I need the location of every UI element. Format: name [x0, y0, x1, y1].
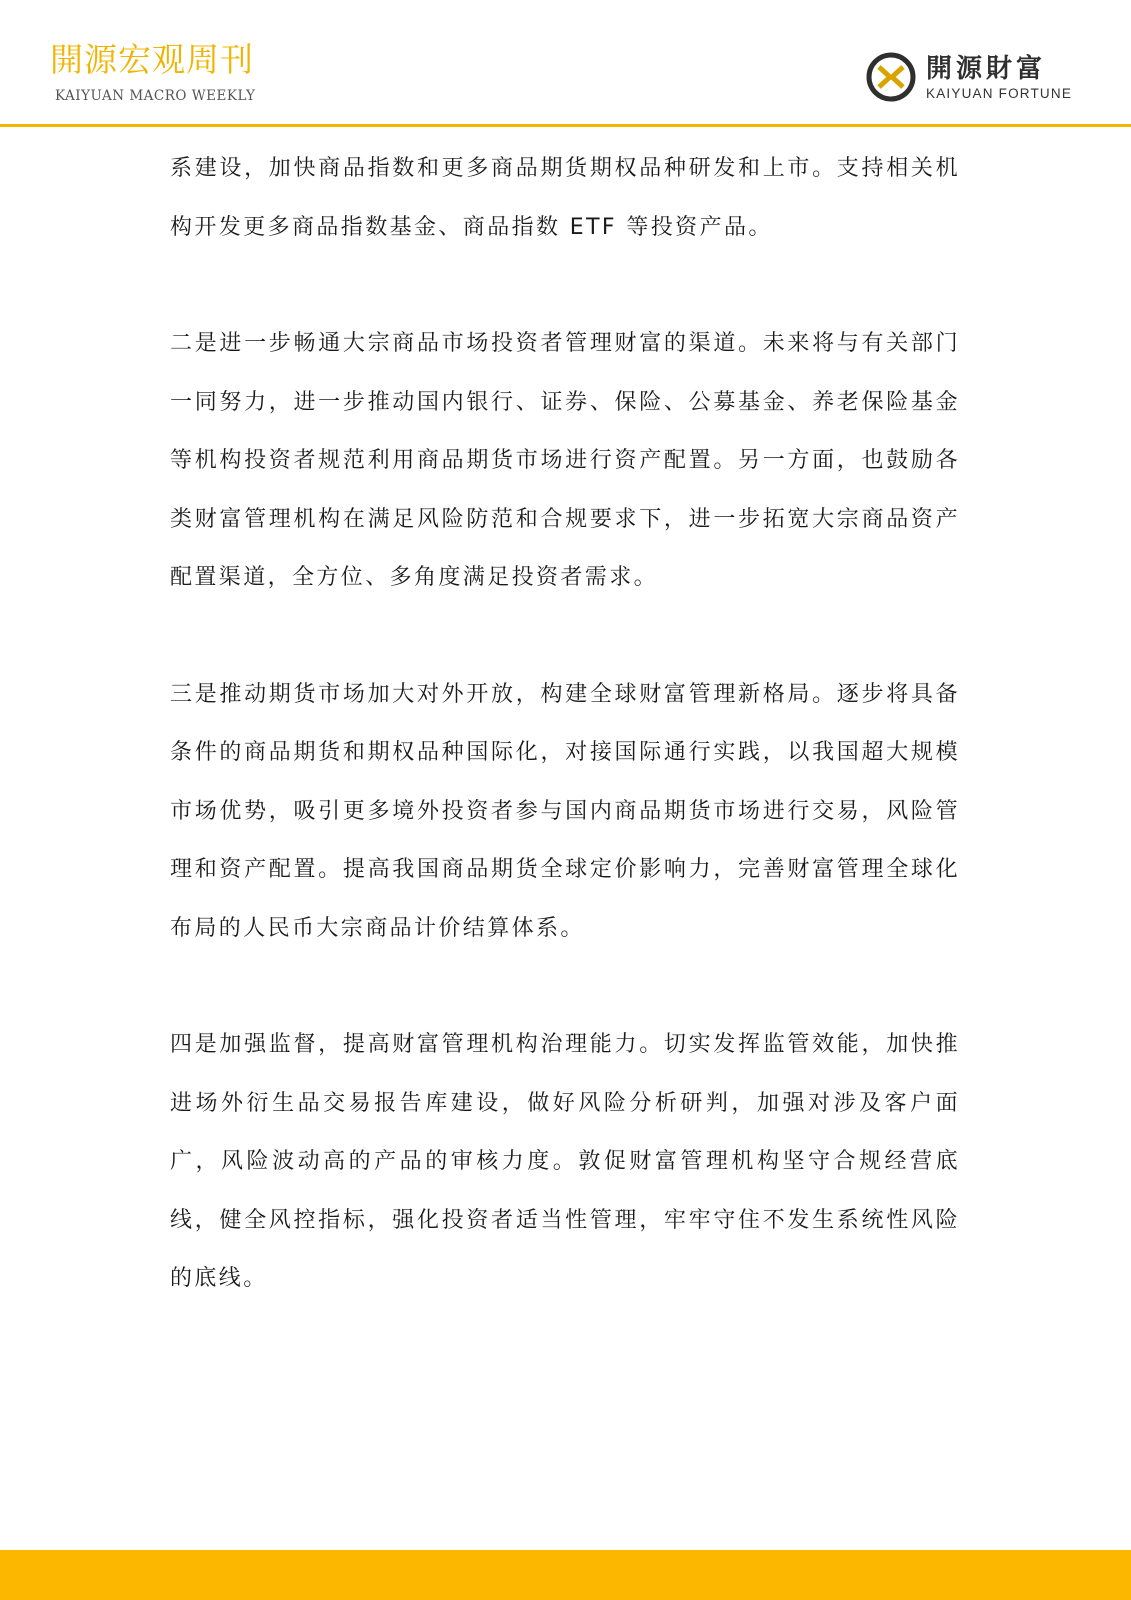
paragraph-3: 三是推动期货市场加大对外开放，构建全球财富管理新格局。逐步将具备条件的商品期货和期权品种国际化，对接国际通行实践，以我国超大规模市场优势，吸引更多境外投资者参与国内商品期货市场进行交易，风险管理和资产配置。提高我国商品期货全球定价影响力，完善财富管理全球化布局的人民币大宗商品计价结算体系。 — [170, 681, 960, 941]
header-divider — [0, 124, 1131, 127]
footer-band — [0, 1550, 1131, 1600]
kaiyuan-logo-icon — [866, 52, 916, 102]
publication-subtitle: KAIYUAN MACRO WEEKLY — [55, 88, 256, 104]
article-body — [170, 140, 960, 1367]
page-header — [0, 0, 1131, 125]
paragraph-4: 四是加强监督，提高财富管理机构治理能力。切实发挥监管效能，加快推进场外衍生品交易报告库建设，做好风险分析研判，加强对涉及客户面广，风险波动高的产品的审核力度。敦促财富管理机构坚守合规经营底线，健全风控指标，强化投资者适当性管理，牢牢守住不发生系统性风险的底线。 — [170, 1032, 960, 1291]
company-logo — [866, 50, 1096, 110]
publication-title: 開源宏观周刊 — [50, 40, 254, 79]
paragraph-1: 系建设，加快商品指数和更多商品期货期权品种研发和上市。支持相关机构开发更多商品指数基金、商品指数 ETF 等投资产品。 — [170, 156, 960, 240]
logo-name-en: KAIYUAN FORTUNE — [926, 86, 1073, 101]
logo-name-cn: 開源財富 — [926, 54, 1047, 84]
paragraph-2: 二是进一步畅通大宗商品市场投资者管理财富的渠道。未来将与有关部门一同努力，进一步推动国内银行、证券、保险、公募基金、养老保险基金等机构投资者规范利用商品期货市场进行资产配置。另一方面，也鼓励各类财富管理机构在满足风险防范和合规要求下，进一步拓宽大宗商品资产配置渠道，全方位、多角度满足投资者需求。 — [170, 331, 960, 590]
